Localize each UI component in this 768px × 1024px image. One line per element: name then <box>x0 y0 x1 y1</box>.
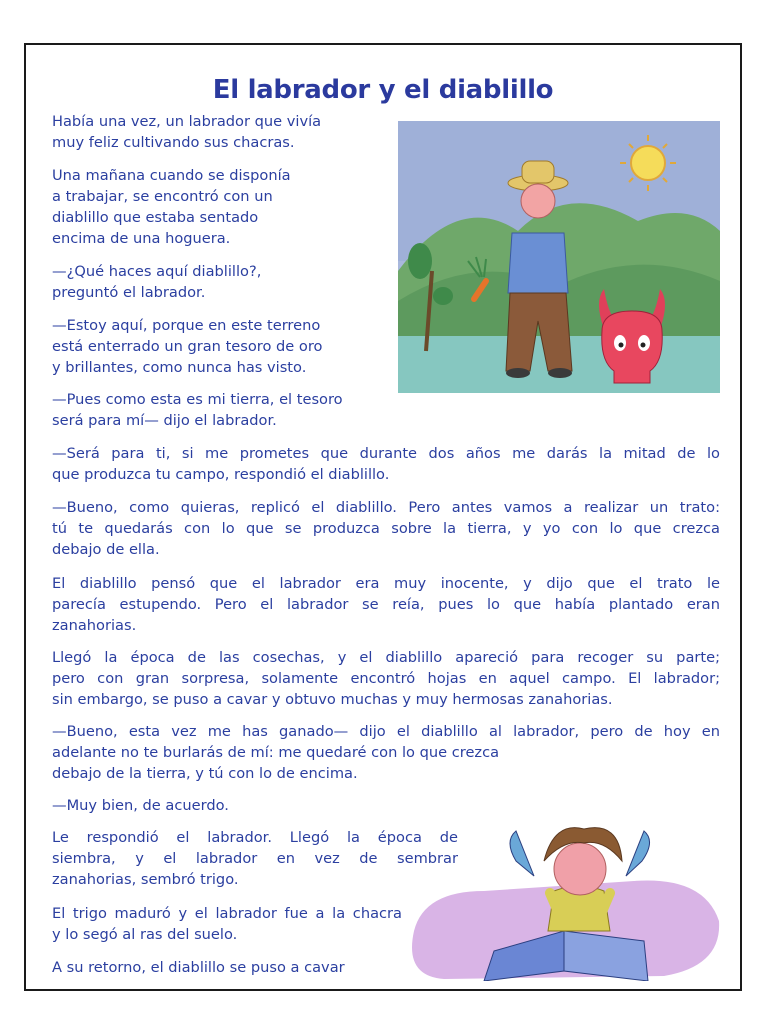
paragraph-7: —Bueno, como quieras, replicó el diablillo. Pero antes vamos a realizar un trato: tú te quedarás con lo que se produzca sobre la tierra, y yo con lo que crezca debajo de ella. <box>52 499 720 558</box>
paragraph-2: Una mañana cuando se disponía a trabajar, se encontró con un diablillo que estaba sentado encima de una hoguera. <box>52 167 291 247</box>
paragraph-1: Había una vez, un labrador que vivía muy feliz cultivando sus chacras. <box>52 113 322 151</box>
paragraph-11: —Muy bien, de acuerdo. <box>52 797 229 814</box>
paragraph-5: —Pues como esta es mi tierra, el tesoro será para mí— dijo el labrador. <box>52 391 343 429</box>
paragraph-9: Llegó la época de las cosechas, y el diablillo apareció para recoger su parte; pero con gran sorpresa, solamente encontró hojas en aquel campo. El labrador; sin embargo, se puso a cavar y obtuvo muchas y muy hermosas zanahorias. <box>52 649 720 708</box>
page-title: El labrador y el diablillo <box>212 75 554 105</box>
paragraph-10: —Bueno, esta vez me has ganado— dijo el diablillo al labrador, pero de hoy en adelante no te burlarás de mí: me quedaré con lo que crezca debajo de la tierra, y tú con lo de encima. <box>52 723 720 782</box>
paragraph-4: —Estoy aquí, porque en este terreno está enterrado un gran tesoro de oro y brillantes, como nunca has visto. <box>52 317 323 376</box>
farmer-devil-illustration <box>398 121 720 393</box>
paragraph-8: El diablillo pensó que el labrador era muy inocente, y dijo que el trato le parecía estupendo. Pero el labrador se reía, pues lo que había plantado eran zanahorias. <box>52 575 720 634</box>
paragraph-13: El trigo maduró y el labrador fue a la chacra y lo segó al ras del suelo. <box>52 905 402 943</box>
paragraph-14: A su retorno, el diablillo se puso a cavar <box>52 959 345 976</box>
paragraph-6: —Será para ti, si me prometes que durante dos años me darás la mitad de lo que produzca tu campo, respondió el diablillo. <box>52 445 720 483</box>
page-frame <box>24 43 742 991</box>
paragraph-3: —¿Qué haces aquí diablillo?, preguntó el labrador. <box>52 263 262 301</box>
paragraph-12: Le respondió el labrador. Llegó la época de siembra, y el labrador en vez de sembrar zanahorias, sembró trigo. <box>52 829 458 888</box>
